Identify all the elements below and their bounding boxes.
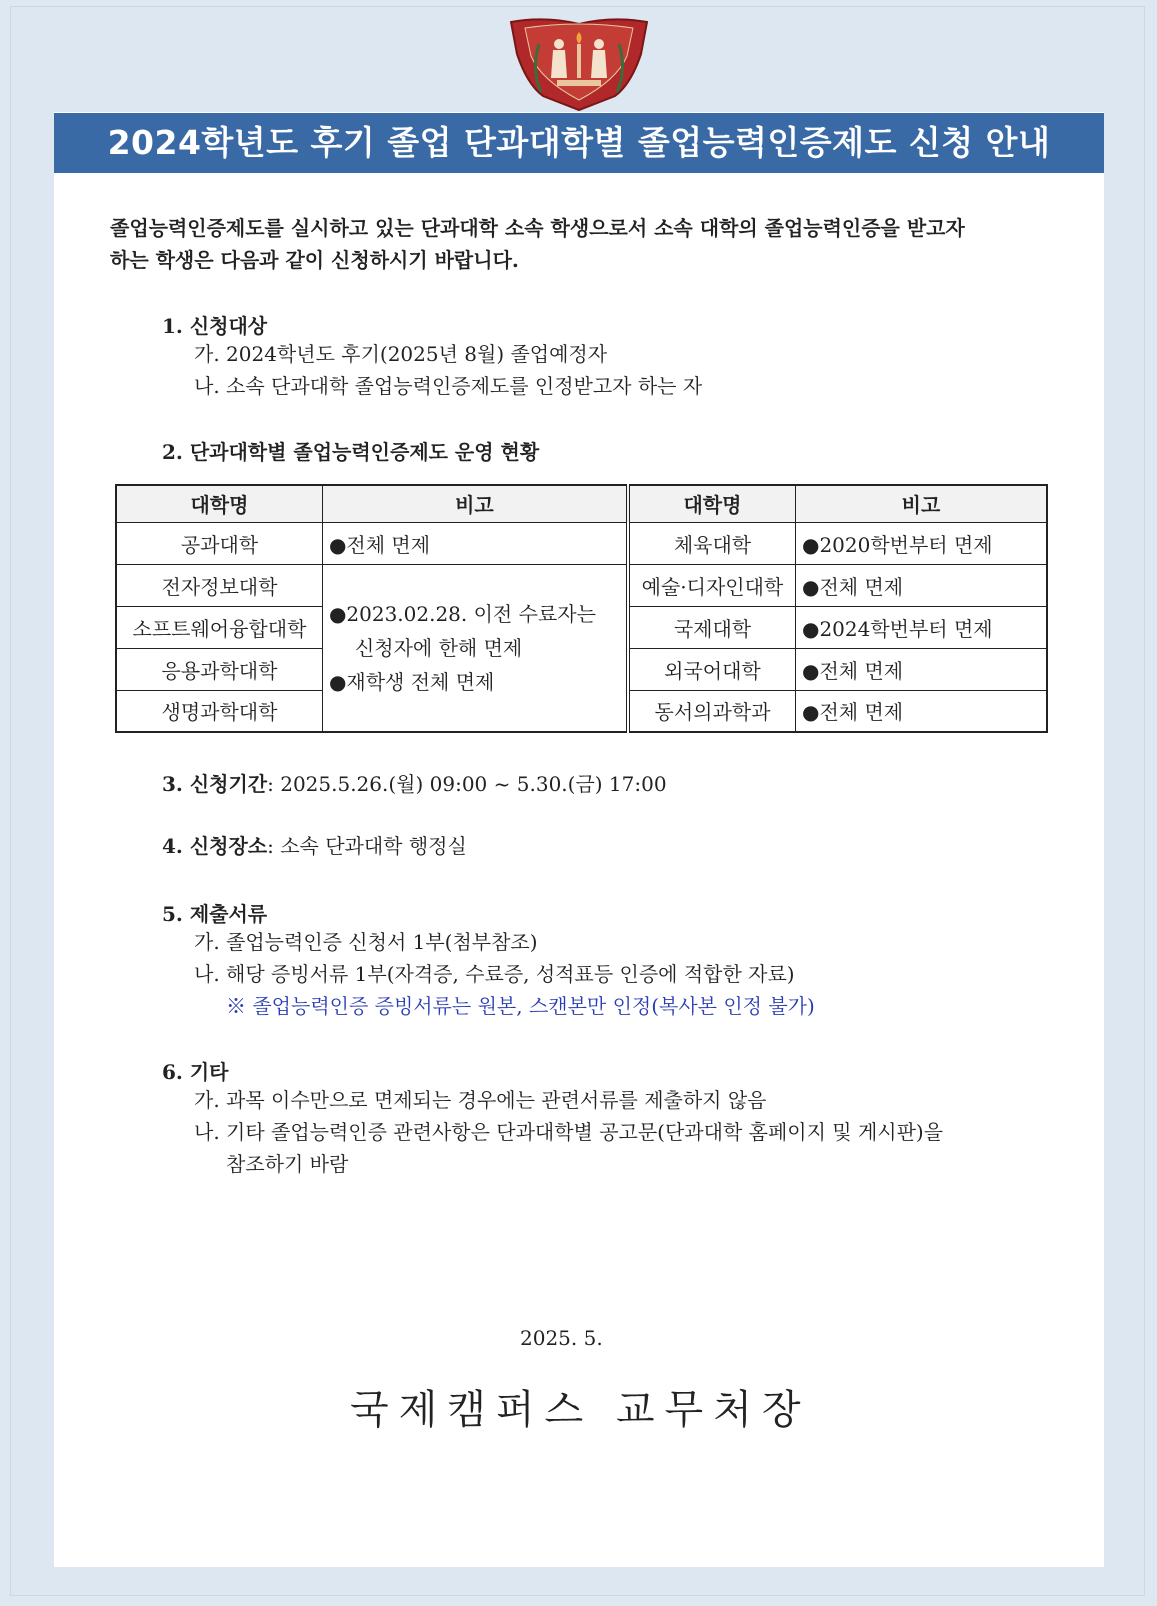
section-2-heading: 2. 단과대학별 졸업능력인증제도 운영 현황	[162, 440, 540, 464]
college-name: 체육대학	[628, 522, 796, 564]
college-name: 예술·디자인대학	[628, 564, 796, 606]
section-5-note: ※ 졸업능력인증 증빙서류는 원본, 스캔본만 인정(복사본 인정 불가)	[226, 994, 815, 1018]
section-4	[162, 830, 467, 862]
table-row	[116, 522, 1047, 564]
merged-note-line: ●재학생 전체 면제	[328, 669, 495, 694]
section-6-item-b-cont: 참조하기 바람	[226, 1152, 349, 1176]
page-title: 2024학년도 후기 졸업 단과대학별 졸업능력인증제도 신청 안내	[54, 113, 1104, 173]
college-note-merged	[322, 564, 628, 732]
college-name: 전자정보대학	[116, 564, 322, 606]
section-5-item-a: 가. 졸업능력인증 신청서 1부(첨부참조)	[194, 930, 538, 954]
college-note: ●전체 면제	[322, 522, 628, 564]
university-crest-icon	[505, 14, 653, 112]
college-note: ●전체 면제	[796, 564, 1048, 606]
table-header-row	[116, 485, 1047, 522]
table-row	[116, 564, 1047, 606]
section-1-heading: 1. 신청대상	[162, 314, 268, 338]
table-header-note: 비고	[796, 485, 1048, 522]
issue-date: 2025. 5.	[520, 1326, 603, 1350]
section-4-heading: 4. 신청장소	[162, 834, 268, 858]
college-name: 동서의과학과	[628, 690, 796, 732]
college-status-table	[115, 484, 1048, 733]
college-note: ●2024학번부터 면제	[796, 606, 1048, 648]
table-header-college: 대학명	[116, 485, 322, 522]
college-name: 생명과학대학	[116, 690, 322, 732]
section-5-heading: 5. 제출서류	[162, 902, 268, 926]
intro-line-2: 하는 학생은 다음과 같이 신청하시기 바랍니다.	[110, 248, 519, 272]
college-note: ●2020학번부터 면제	[796, 522, 1048, 564]
merged-note-line: 신청자에 한해 면제	[354, 635, 523, 660]
college-name: 공과대학	[116, 522, 322, 564]
section-1-item-a: 가. 2024학년도 후기(2025년 8월) 졸업예정자	[194, 342, 608, 366]
college-name: 소프트웨어융합대학	[116, 606, 322, 648]
college-name: 응용과학대학	[116, 648, 322, 690]
section-6-heading: 6. 기타	[162, 1060, 229, 1084]
table-header-note: 비고	[322, 485, 628, 522]
college-name: 외국어대학	[628, 648, 796, 690]
signer-title: 국제캠퍼스 교무처장	[350, 1387, 811, 1433]
intro-line-1: 졸업능력인증제도를 실시하고 있는 단과대학 소속 학생으로서 소속 대학의 졸업능력인증을 받고자	[110, 216, 965, 240]
section-6-item-b: 나. 기타 졸업능력인증 관련사항은 단과대학별 공고문(단과대학 홈페이지 및 게시판)을	[194, 1120, 944, 1144]
section-5-item-b: 나. 해당 증빙서류 1부(자격증, 수료증, 성적표등 인증에 적합한 자료)	[194, 962, 795, 986]
section-3-heading: 3. 신청기간	[162, 772, 268, 796]
section-6-item-a: 가. 과목 이수만으로 면제되는 경우에는 관련서류를 제출하지 않음	[194, 1088, 767, 1112]
college-note: ●전체 면제	[796, 648, 1048, 690]
section-1-item-b: 나. 소속 단과대학 졸업능력인증제도를 인정받고자 하는 자	[194, 374, 703, 398]
section-4-value: : 소속 단과대학 행정실	[267, 834, 467, 858]
section-3	[162, 768, 667, 800]
merged-note-line: ●2023.02.28. 이전 수료자는	[328, 601, 596, 626]
college-name: 국제대학	[628, 606, 796, 648]
table-header-college: 대학명	[628, 485, 796, 522]
section-3-value: : 2025.5.26.(월) 09:00 ~ 5.30.(금) 17:00	[267, 772, 667, 796]
college-note: ●전체 면제	[796, 690, 1048, 732]
